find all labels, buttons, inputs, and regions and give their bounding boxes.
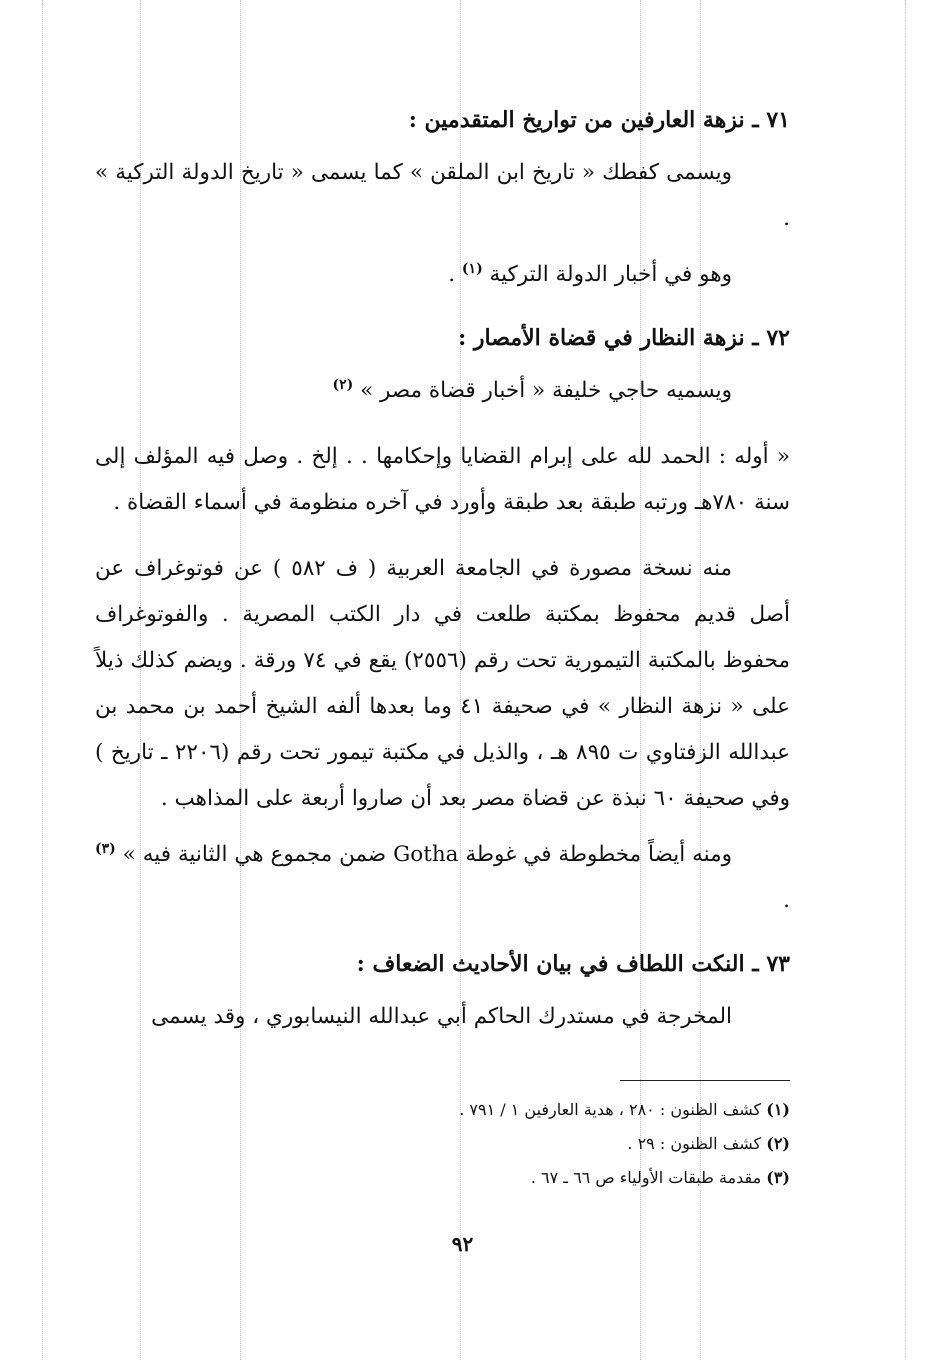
entry-paragraph: ويسمى كفطك « تاريخ ابن الملقن » كما يسمى « تاريخ الدولة التركية » . — [95, 160, 790, 231]
entry-paragraph: وهو في أخبار الدولة التركية $^{(١)}$ . — [448, 260, 732, 287]
footnote-number: (١) — [766, 1100, 790, 1119]
page-body — [95, 100, 790, 1050]
entry-paragraph: المخرجة في مستدرك الحاكم أبي عبدالله النيسابوري ، وقد يسمى — [151, 1004, 732, 1029]
entry-heading: ٧٢ ـ نزهة النظار في قضاة الأمصار : — [458, 325, 790, 351]
footnote-item — [95, 1093, 790, 1127]
footnote-text: مقدمة طبقات الأولياء ص ٦٦ ـ ٦٧ . — [530, 1168, 762, 1187]
footnote-text: كشف الظنون : ٢٨٠ ، هدية العارفين ١ / ٧٩١ . — [459, 1100, 762, 1119]
entry-paragraph: ومنه أيضاً مخطوطة في غوطة Gotha ضمن مجموع هي الثانية فيه » $^{(٣)}$ . — [95, 840, 790, 913]
footnote-item — [95, 1161, 790, 1195]
footnote-number: (٣) — [766, 1168, 790, 1187]
scan-guide-line — [905, 0, 906, 1360]
entry-heading: ٧٣ ـ النكت اللطاف في بيان الأحاديث الضعاف : — [356, 951, 790, 977]
entry-paragraph: منه نسخة مصورة في الجامعة العربية ( ف ٥٨٢ ) عن فوتوغراف عن أصل قديم محفوظ بمكتبة طلعت في دار الكتب المصرية . والفوتوغراف محفوظ بالمكتبة التيمورية تحت رقم (٢٥٥٦) يقع في ٧٤ ورقة . ويضم كذلك ذيلاً على « نزهة النظار » في صحيفة ٤١ وما بعدها ألفه الشيخ أحمد بن محمد بن عبدالله الزفتاوي ت ٨٩٥ هـ ، والذيل في مكتبة تيمور تحت رقم (٢٢٠٦ ـ تاريخ ) وفي صحيفة ٦٠ نبذة عن قضاة مصر بعد أن صاروا أربعة على المذاهب . — [95, 556, 790, 811]
paragraph-text: وهو في أخبار الدولة التركية — [489, 262, 732, 287]
footnote-item — [95, 1127, 790, 1161]
scan-guide-line — [42, 0, 43, 1360]
footnote-marker: (٢) — [332, 376, 354, 393]
entry-paragraph: « أوله : الحمد لله على إبرام القضايا وإحكامها . . إلخ . وصل فيه المؤلف إلى سنة ٧٨٠هـ ورتبه طبقة بعد طبقة وأورد في آخره منظومة في أسماء القضاة . — [95, 444, 790, 515]
paragraph-text: ومنه أيضاً مخطوطة في غوطة Gotha ضمن مجموع هي الثانية فيه » — [122, 842, 732, 867]
footnote-text: كشف الظنون : ٢٩ . — [627, 1134, 762, 1153]
footnote-marker: (١) — [461, 260, 483, 277]
footnotes-section — [95, 1093, 790, 1195]
entry-heading: ٧١ ـ نزهة العارفين من تواريخ المتقدمين : — [408, 107, 790, 133]
footnote-divider — [620, 1080, 790, 1081]
footnote-number: (٢) — [766, 1134, 790, 1153]
entry-paragraph — [95, 368, 790, 414]
footnote-marker: (٣) — [95, 840, 116, 857]
page-number: ٩٢ — [451, 1232, 474, 1256]
paragraph-text: ويسميه حاجي خليفة « أخبار قضاة مصر » — [360, 378, 732, 403]
